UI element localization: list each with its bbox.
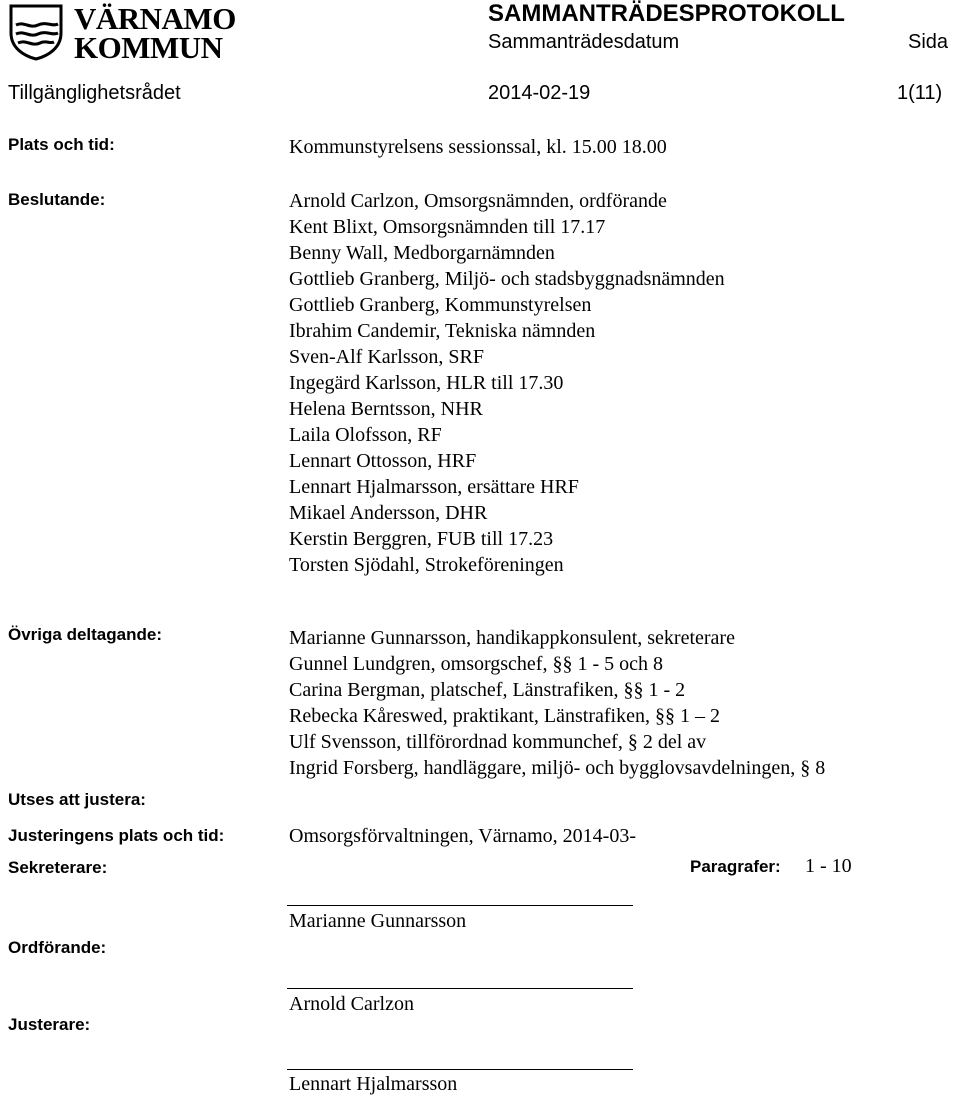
adjuster-signature-label: Justerare: xyxy=(8,1015,91,1034)
list-item: Sven-Alf Karlsson, SRF xyxy=(289,346,485,368)
page-number: 1(11) xyxy=(897,82,943,104)
secretary-label: Sekreterare: xyxy=(8,858,108,877)
chairman-label: Ordförande: xyxy=(8,938,107,957)
secretary-name: Marianne Gunnarsson xyxy=(289,910,467,932)
municipality-logo xyxy=(8,3,238,63)
list-item: Torsten Sjödahl, Strokeföreningen xyxy=(289,554,564,576)
list-item: Ibrahim Candemir, Tekniska nämnden xyxy=(289,320,596,342)
secretary-signature-line xyxy=(287,905,633,906)
adjuster-signature-line xyxy=(287,1069,633,1070)
chairman-name: Arnold Carlzon xyxy=(289,993,414,1015)
logo-text-line1: VÄRNAMO xyxy=(74,1,236,36)
place-value: Kommunstyrelsens sessionssal, kl. 15.00 18.00 xyxy=(289,136,667,158)
paragraphs-label: Paragrafer: xyxy=(690,857,781,876)
list-item: Marianne Gunnarsson, handikappkonsulent, sekreterare xyxy=(289,627,735,649)
body-name: Tillgänglighetsrådet xyxy=(8,82,181,104)
list-item: Gottlieb Granberg, Miljö- och stadsbyggnadsnämnden xyxy=(289,268,725,290)
list-item: Lennart Ottosson, HRF xyxy=(289,450,477,472)
list-item: Ingegärd Karlsson, HLR till 17.30 xyxy=(289,372,564,394)
shield-icon xyxy=(8,3,64,61)
adjustment-value: Omsorgsförvaltningen, Värnamo, 2014-03- xyxy=(289,825,636,847)
adjustment-label: Justeringens plats och tid: xyxy=(8,826,225,845)
list-item: Ingrid Forsberg, handläggare, miljö- och bygglovsavdelningen, § 8 xyxy=(289,757,826,779)
list-item: Gottlieb Granberg, Kommunstyrelsen xyxy=(289,294,592,316)
list-item: Benny Wall, Medborgarnämnden xyxy=(289,242,555,264)
list-item: Ulf Svensson, tillförordnad kommunchef, § 2 del av xyxy=(289,731,707,753)
list-item: Lennart Hjalmarsson, ersättare HRF xyxy=(289,476,579,498)
list-item: Mikael Andersson, DHR xyxy=(289,502,488,524)
other-participants-label: Övriga deltagande: xyxy=(8,625,162,644)
list-item: Helena Berntsson, NHR xyxy=(289,398,483,420)
other-participants-list xyxy=(289,625,825,781)
document-title: SAMMANTRÄDESPROTOKOLL xyxy=(488,0,845,27)
decision-makers-label: Beslutande: xyxy=(8,190,106,209)
adjuster-name: Lennart Hjalmarsson xyxy=(289,1073,458,1095)
list-item: Kerstin Berggren, FUB till 17.23 xyxy=(289,528,554,550)
list-item: Laila Olofsson, RF xyxy=(289,424,442,446)
list-item: Carina Bergman, platschef, Länstrafiken, §§ 1 - 2 xyxy=(289,679,686,701)
page-label: Sida xyxy=(908,31,949,53)
paragraphs-value: 1 - 10 xyxy=(805,855,852,877)
chairman-signature-line xyxy=(287,988,633,989)
meeting-date: 2014-02-19 xyxy=(488,82,591,104)
decision-makers-list xyxy=(289,188,725,578)
place-label: Plats och tid: xyxy=(8,135,115,154)
meeting-date-label: Sammanträdesdatum xyxy=(488,31,680,53)
list-item: Kent Blixt, Omsorgsnämnden till 17.17 xyxy=(289,216,606,238)
adjuster-label: Utses att justera: xyxy=(8,790,146,809)
list-item: Gunnel Lundgren, omsorgschef, §§ 1 - 5 och 8 xyxy=(289,653,664,675)
logo-text-line2: KOMMUN xyxy=(74,30,223,65)
list-item: Rebecka Kåreswed, praktikant, Länstrafiken, §§ 1 – 2 xyxy=(289,705,720,727)
list-item: Arnold Carlzon, Omsorgsnämnden, ordförande xyxy=(289,190,667,212)
